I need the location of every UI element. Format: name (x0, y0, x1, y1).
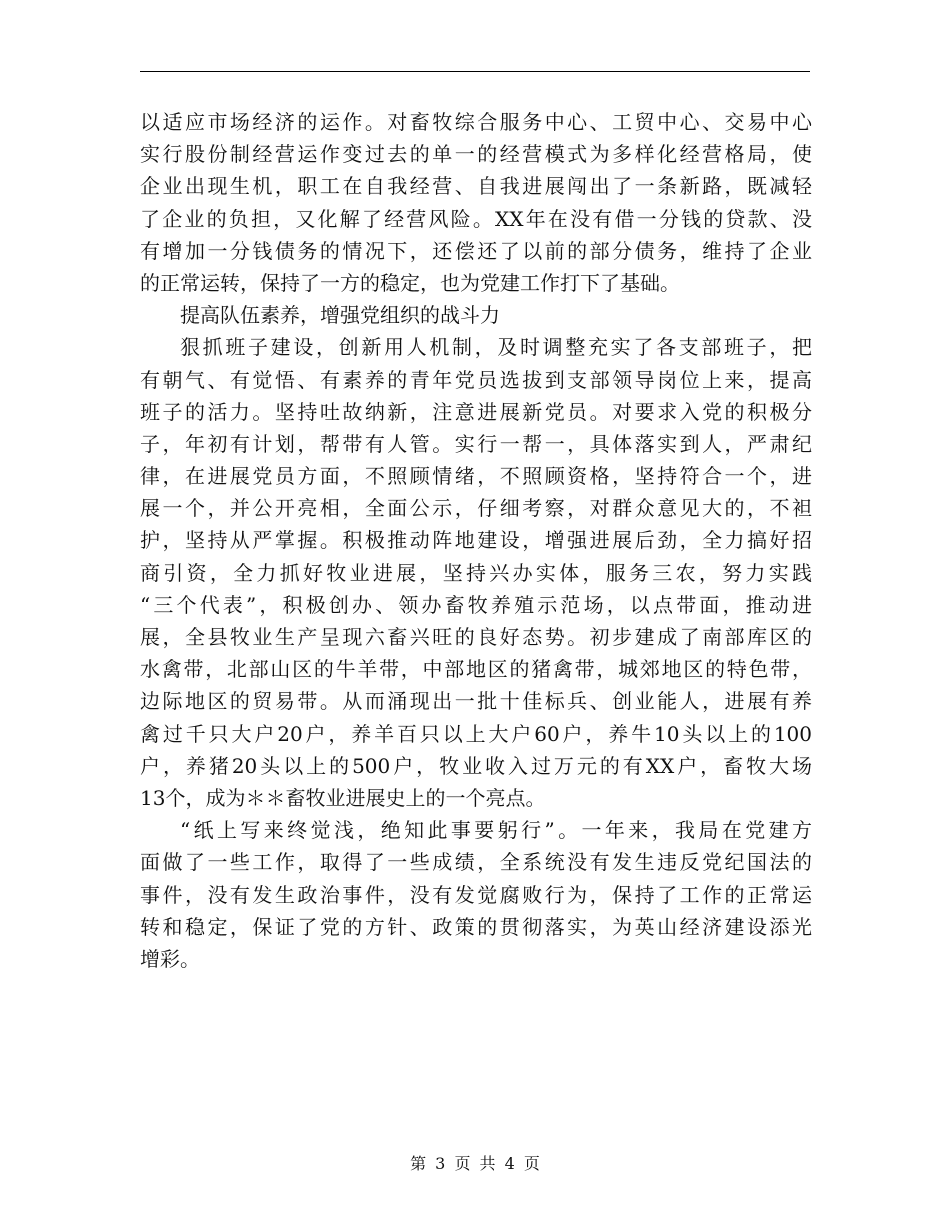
text-line: 边际地区的贸易带。从而涌现出一批十佳标兵、创业能人，进展有养 (140, 689, 812, 714)
text-line: 的正常运转，保持了一方的稳定，也为党建工作打下了基础。 (140, 270, 680, 295)
text-line: 实行股份制经营运作变过去的单一的经营模式为多样化经营格局，使 (140, 142, 812, 167)
text-line: 以适应市场经济的运作。对畜牧综合服务中心、工贸中心、交易中心 (140, 110, 812, 134)
text-line: 护，坚持从严掌握。积极推动阵地建设，增强进展后劲，全力搞好招 (140, 528, 812, 553)
text-line: 狠抓班子建设，创新用人机制，及时调整充实了各支部班子，把 (180, 335, 812, 360)
text-line: 展，全县牧业生产呈现六畜兴旺的良好态势。初步建成了南部库区的 (140, 625, 812, 649)
text-line: 户，养猪20头以上的500户，牧业收入过万元的有XX户，畜牧大场 (140, 753, 812, 778)
text-line: 商引资，全力抓好牧业进展，坚持兴办实体，服务三农，努力实践 (140, 560, 812, 585)
text-line: “三个代表”，积极创办、领办畜牧养殖示范场，以点带面，推动进 (140, 592, 812, 617)
text-line: 子，年初有计划，帮带有人管。实行一帮一，具体落实到人，严肃纪 (140, 431, 812, 456)
text-line: 展一个，并公开亮相，全面公示，仔细考察，对群众意见大的，不袒 (140, 496, 812, 521)
text-line: 禽过千只大户20户，养羊百只以上大户60户，养牛10头以上的100 (140, 721, 812, 746)
text-line: 水禽带，北部山区的牛羊带，中部地区的猪禽带，城郊地区的特色带， (140, 657, 812, 682)
text-line: 律，在进展党员方面，不照顾情绪，不照顾资格，坚持符合一个，进 (140, 464, 812, 489)
header-rule (140, 71, 810, 72)
text-line: 班子的活力。坚持吐故纳新，注意进展新党员。对要求入党的积极分 (140, 399, 812, 424)
text-line: “纸上写来终觉浅，绝知此事要躬行”。一年来，我局在党建方 (180, 818, 812, 843)
text-line: 有朝气、有觉悟、有素养的青年党员选拔到支部领导岗位上来，提高 (140, 367, 812, 392)
text-line: 事件，没有发生政治事件，没有发觉腐败行为，保持了工作的正常运 (140, 882, 812, 907)
text-line: 有增加一分钱债务的情况下，还偿还了以前的部分债务，维持了企业 (140, 238, 812, 263)
text-line: 转和稳定，保证了党的方针、政策的贯彻落实，为英山经济建设添光 (140, 914, 812, 939)
text-line: 13个，成为＊＊畜牧业进展史上的一个亮点。 (140, 785, 546, 810)
text-line: 面做了一些工作，取得了一些成绩，全系统没有发生违反党纪国法的 (140, 850, 812, 875)
text-line: 提高队伍素养，增强党组织的战斗力 (180, 303, 500, 328)
document-body (140, 106, 812, 975)
page-footer: 第 3 页 共 4 页 (410, 1154, 540, 1173)
text-line: 增彩。 (140, 946, 200, 971)
text-line: 了企业的负担，又化解了经营风险。XX年在没有借一分钱的贷款、没 (140, 206, 812, 231)
text-line: 企业出现生机，职工在自我经营、自我进展闯出了一条新路，既减轻 (140, 174, 812, 199)
